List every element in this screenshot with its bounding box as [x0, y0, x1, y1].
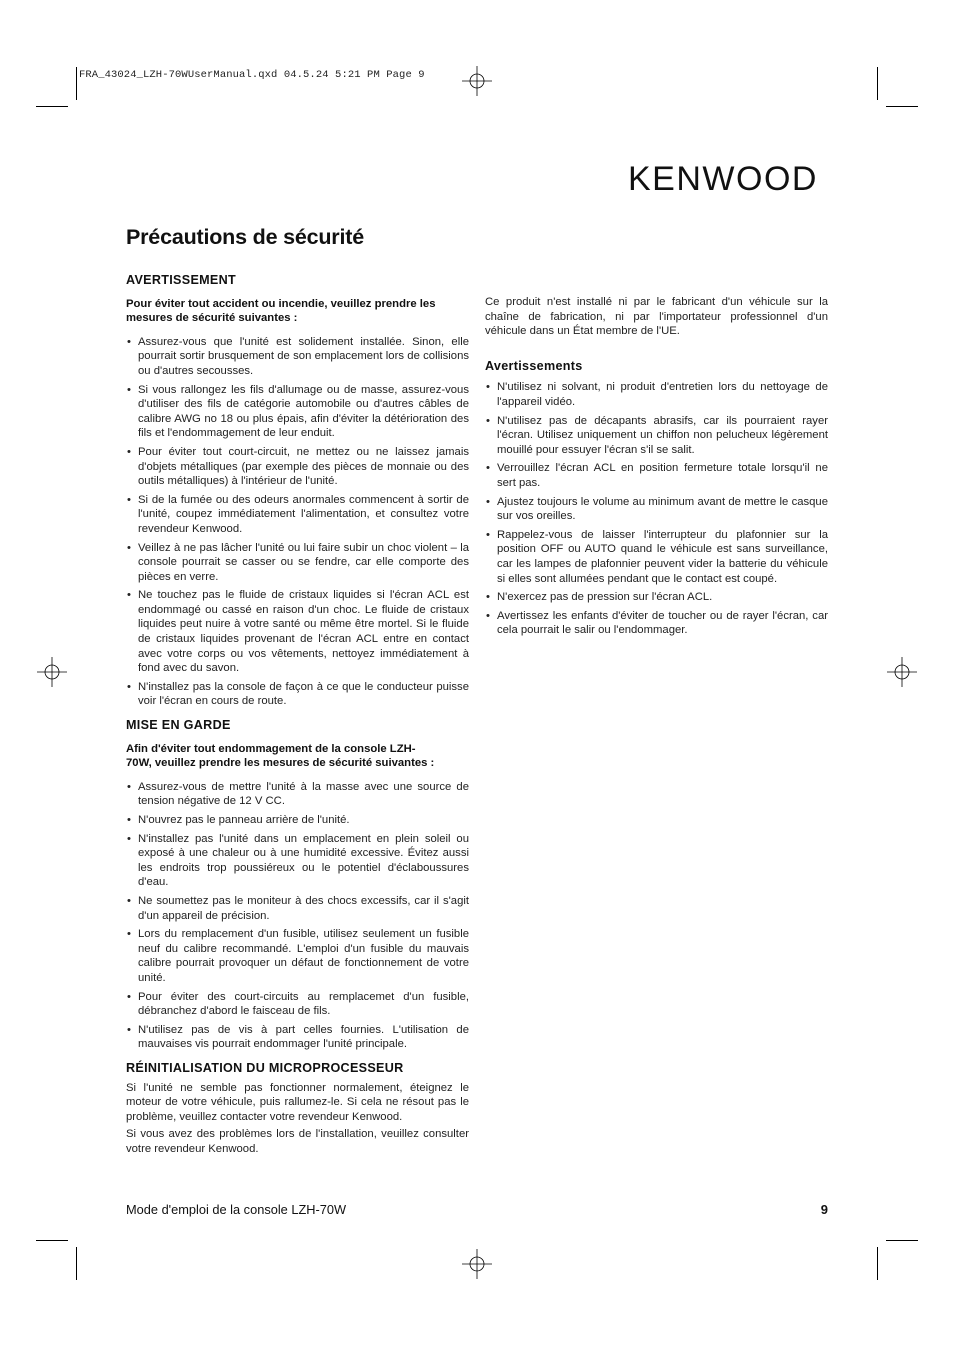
crop-mark: [877, 67, 878, 100]
warning-list: [126, 335, 469, 709]
list-item: • Ne soumettez pas le moniteur à des chocs excessifs, car il s'agit d'un appareil de précision.: [126, 894, 469, 923]
list-item: • N'exercez pas de pression sur l'écran ACL.: [485, 590, 828, 605]
list-item: • Rappelez-vous de laisser l'interrupteur du plafonnier sur la position OFF ou AUTO quand le véhicule est sans surveillance, car les lampes de plafonnier peuvent vider la batterie du véhicule si elles sont allumées pendant que le contact est coupé.: [485, 528, 828, 586]
caution-intro: [126, 742, 469, 771]
registration-mark-icon: [887, 657, 917, 687]
page-title: Précautions de sécurité: [126, 225, 364, 249]
right-column: [485, 295, 828, 642]
list-item: • Avertissez les enfants d'éviter de toucher ou de rayer l'écran, car cela pourrait le salir ou l'endommager.: [485, 609, 828, 638]
caution-intro-line: Afin d'éviter tout endommagement de la console LZH-: [126, 742, 416, 755]
list-item: • N'utilisez pas de vis à part celles fournies. L'utilisation de mauvaises vis pourrait endommager l'unité principale.: [126, 1023, 469, 1052]
warnings2-heading: Avertissements: [485, 358, 583, 373]
list-item: • Veillez à ne pas lâcher l'unité ou lui faire subir un choc violent – la console pourrait se casser ou se fendre, car elle comporte des pièces en verre.: [126, 541, 469, 585]
caution-list: [126, 780, 469, 1052]
reset-paragraph: Si vous avez des problèmes lors de l'installation, veuillez consulter votre revendeur Kenwood.: [126, 1128, 469, 1155]
crop-mark: [36, 1240, 68, 1241]
warning-heading: AVERTISSEMENT: [126, 273, 237, 287]
crop-mark: [886, 106, 918, 107]
crop-mark: [76, 1247, 77, 1280]
list-item: • N'utilisez ni solvant, ni produit d'entretien lors du nettoyage de l'appareil vidéo.: [485, 380, 828, 409]
list-item: • Verrouillez l'écran ACL en position fermeture totale lorsqu'il ne sert pas.: [485, 461, 828, 490]
list-item: • Assurez-vous de mettre l'unité à la masse avec une source de tension négative de 12 V CC.: [126, 780, 469, 809]
list-item: • N'installez pas l'unité dans un emplacement en plein soleil ou exposé à une chaleur ou à une humidité excessive. Évitez aussi les endroits trop poussiéreux ou le potentiel d'éclaboussures d'eau.: [126, 832, 469, 890]
list-item: • Ajustez toujours le volume au minimum avant de mettre le casque sur vos oreilles.: [485, 495, 828, 524]
registration-mark-icon: [462, 66, 492, 96]
list-item: • Assurez-vous que l'unité est solidement installée. Sinon, elle pourrait sortir brusquement de son emplacement lors de collisions ou d'autres secousses.: [126, 335, 469, 379]
crop-mark: [76, 67, 77, 100]
list-item: • N'installez pas la console de façon à ce que le conducteur puisse voir l'écran en cours de route.: [126, 680, 469, 709]
list-item: • N'ouvrez pas le panneau arrière de l'unité.: [126, 813, 469, 828]
left-column: [126, 273, 469, 1159]
reset-paragraph: Si l'unité ne semble pas fonctionner normalement, éteignez le moteur de votre véhicule, puis rallumez-le. Si cela ne résout pas le problème, veuillez contacter votre revendeur Kenwood.: [126, 1081, 469, 1123]
crop-mark: [886, 1240, 918, 1241]
list-item: • Si de la fumée ou des odeurs anormales commencent à sortir de l'unité, coupez immédiatement l'alimentation, et consultez votre revendeur Kenwood.: [126, 493, 469, 537]
registration-mark-icon: [462, 1249, 492, 1279]
brand-logo: KENWOOD: [628, 160, 818, 198]
reset-heading: RÉINITIALISATION DU MICROPROCESSEUR: [126, 1060, 404, 1075]
crop-mark: [877, 1247, 878, 1280]
crop-mark: [36, 106, 68, 107]
list-item: • Pour éviter des court-circuits au remplacemet d'un fusible, débranchez d'abord le faisceau de fils.: [126, 990, 469, 1019]
caution-heading: MISE EN GARDE: [126, 718, 231, 733]
print-slug: FRA_43024_LZH-70WUserManual.qxd 04.5.24 5:21 PM Page 9: [79, 69, 425, 81]
footer-manual-title: Mode d'emploi de la console LZH-70W: [126, 1202, 347, 1217]
list-item: • Ne touchez pas le fluide de cristaux liquides si l'écran ACL est endommagé ou cassé en raison d'un choc. Le fluide de cristaux liquides peut nuire à votre santé ou même être mortel. Si le fluide de cristaux liquides provenant de l'écran ACL entre en contact avec votre corps ou vos vêtements, nettoyez immédiatement à fond avec du savon.: [126, 588, 469, 676]
list-item: • Pour éviter tout court-circuit, ne mettez ou ne laissez jamais d'objets métalliques (par exemple des pièces de monnaie ou des outils métalliques) à l'intérieur de l'unité.: [126, 445, 469, 489]
warning-intro: Pour éviter tout accident ou incendie, veuillez prendre les mesures de sécurité suivantes :: [126, 297, 436, 325]
eu-notice-paragraph: Ce produit n'est installé ni par le fabricant d'un véhicule sur la chaîne de fabrication, ni par l'importateur professionnel d'un véhicule dans un État membre de l'UE.: [485, 296, 828, 338]
list-item: • Si vous rallongez les fils d'allumage ou de masse, assurez-vous d'utiliser des fils de catégorie automobile ou d'autres câbles de calibre AWG no 18 ou plus épais, afin d'éviter la détérioration des fils et l'endommagement de leur enduit.: [126, 383, 469, 441]
page-number: 9: [820, 1202, 828, 1217]
list-item: • Lors du remplacement d'un fusible, utilisez seulement un fusible neuf du calibre recommandé. L'emploi d'un fusible du mauvais calibre pourrait provoquer un défaut de fonctionnement de votre unité.: [126, 927, 469, 985]
caution-intro-line: 70W, veuillez prendre les mesures de sécurité suivantes :: [126, 757, 435, 770]
registration-mark-icon: [37, 657, 67, 687]
list-item: • N'utilisez pas de décapants abrasifs, car ils pourraient rayer l'écran. Utilisez uniquement un chiffon non pelucheux légèrement mouillé pour essuyer l'écran s'il se salit.: [485, 414, 828, 458]
warnings2-list: [485, 380, 828, 638]
